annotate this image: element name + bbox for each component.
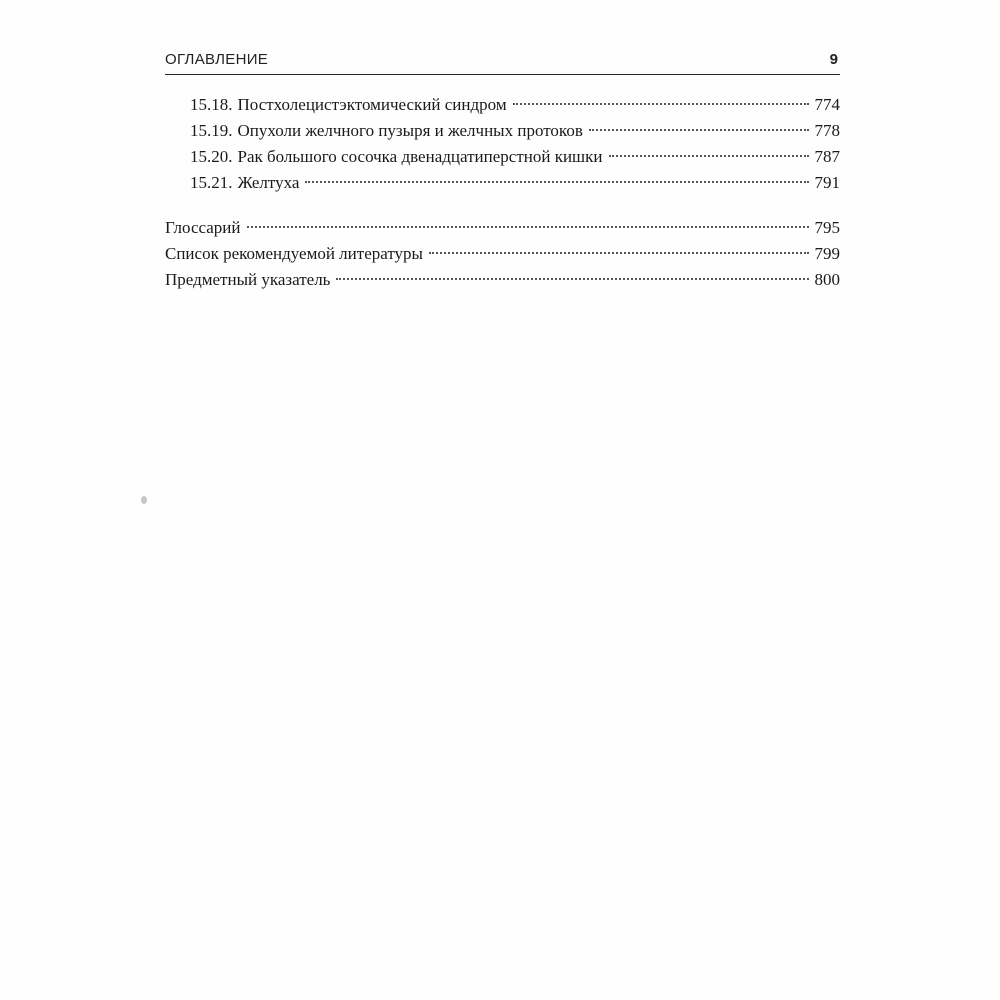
toc-entry-title: Глоссарий — [165, 218, 241, 237]
toc-entry-glossary — [165, 216, 840, 240]
toc-entry-title: Предметный указатель — [165, 270, 331, 289]
toc-entry-title: Постхолецистэктомический синдром — [237, 95, 507, 114]
toc-entry-references — [165, 242, 840, 266]
toc-entry-15-20 — [190, 145, 840, 169]
toc-entry-page: 800 — [814, 270, 840, 289]
toc-entry-title: Желтуха — [237, 173, 300, 192]
toc-entry-page: 791 — [814, 173, 840, 192]
toc-entry-subject-index — [165, 268, 840, 292]
paper-smudge — [141, 496, 147, 504]
toc-entry-page: 787 — [814, 147, 840, 166]
toc-entry-title: Рак большого сосочка двенадцатиперстной кишки — [237, 147, 603, 166]
dot-leader — [247, 226, 809, 228]
dot-leader — [513, 103, 809, 105]
toc-entry-number: 15.19. — [190, 121, 233, 140]
toc-entry-page: 799 — [814, 244, 840, 263]
dot-leader — [305, 181, 808, 183]
toc-entry-number: 15.18. — [190, 95, 233, 114]
toc-entry-15-18 — [190, 93, 840, 117]
dot-leader — [429, 252, 809, 254]
running-header — [165, 50, 840, 75]
toc-entry-title: Опухоли желчного пузыря и желчных протоков — [237, 121, 583, 140]
toc-entry-page: 774 — [814, 95, 840, 114]
page-number: 9 — [829, 51, 838, 68]
dot-leader — [609, 155, 809, 157]
toc-entry-title: Список рекомендуемой литературы — [165, 244, 423, 263]
toc-entry-15-19 — [190, 119, 840, 143]
toc-entry-15-21 — [190, 171, 840, 195]
toc-entry-page: 795 — [814, 218, 840, 237]
toc-entry-number: 15.20. — [190, 147, 233, 166]
running-title: ОГЛАВЛЕНИЕ — [165, 51, 269, 68]
toc-entry-number: 15.21. — [190, 173, 233, 192]
dot-leader — [589, 129, 809, 131]
dot-leader — [336, 278, 808, 280]
toc-entry-page: 778 — [814, 121, 840, 140]
